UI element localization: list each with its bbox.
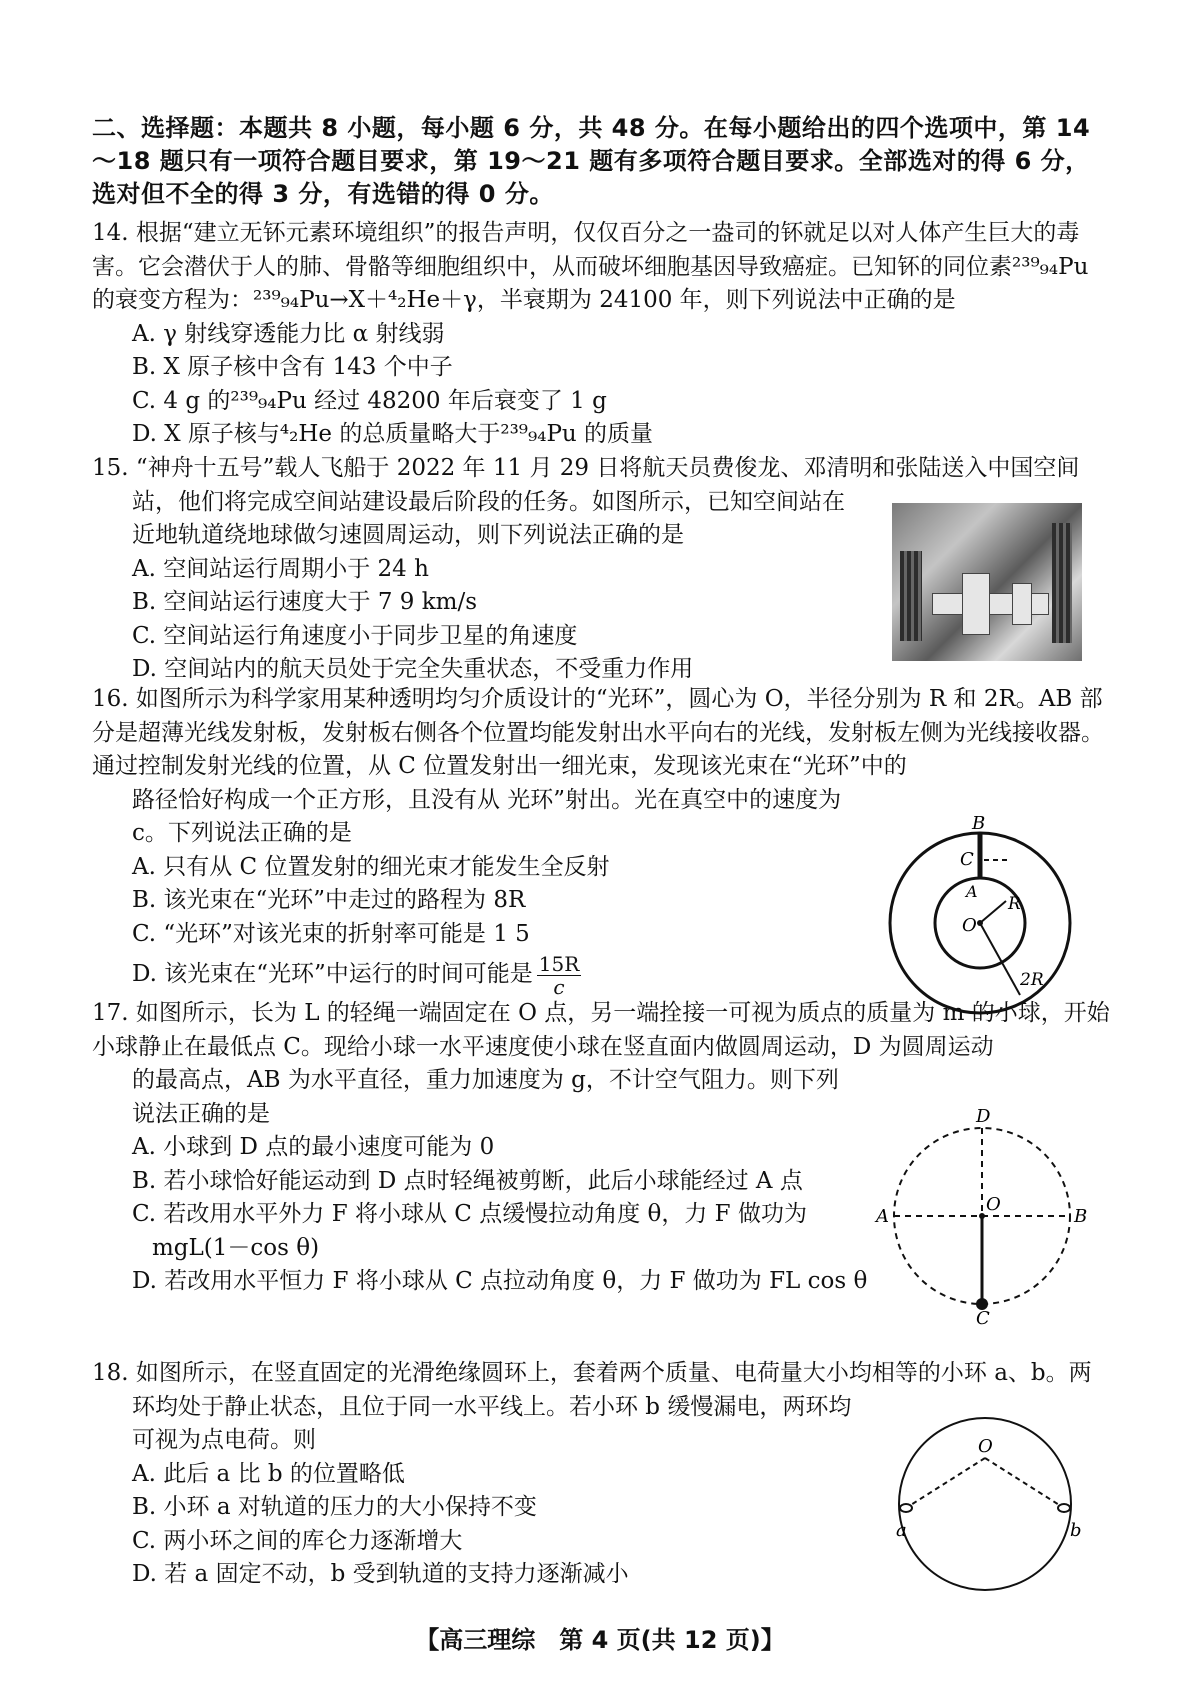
question-17-stem-line1: 17. 如图所示，长为 L 的轻绳一端固定在 O 点，另一端拴接一可视为质点的质量为 m 的小球，开始小球静止在最低点 C。现给小球一水平速度使小球在竖直面内做圆周运动，D 为圆周运动 xyxy=(92,1000,1110,1060)
question-15-option-a: A. 空间站运行周期小于 24 h xyxy=(132,555,429,582)
question-18-stem-line2: 环均处于静止状态，且位于同一水平线上。若小环 b 缓慢漏电，两环均可视为点电荷。则 xyxy=(132,1393,852,1453)
question-16-option-a: A. 只有从 C 位置发射的细光束才能发生全反射 xyxy=(132,853,610,880)
line-ob xyxy=(985,1458,1064,1508)
question-16-stem-line2: 路径恰好构成一个正方形，且没有从 光环”射出。光在真空中的速度为 c。下列说法正确的是 xyxy=(132,786,842,846)
label-o: O xyxy=(986,1194,1001,1215)
label-c: C xyxy=(976,1308,990,1328)
question-14-option-c: C. 4 g 的²³⁹₉₄Pu 经过 48200 年后衰变了 1 g xyxy=(132,387,607,414)
question-14-option-b: B. X 原子核中含有 143 个中子 xyxy=(132,354,453,380)
label-o: O xyxy=(978,1436,993,1457)
label-a: a xyxy=(896,1520,907,1541)
label-2r: 2R xyxy=(1020,970,1044,990)
question-16-option-b: B. 该光束在“光环”中走过的路程为 8R xyxy=(132,887,526,913)
question-17-option-c-continued: mgL(1－cos θ) xyxy=(152,1234,320,1261)
label-b: B xyxy=(972,813,986,834)
label-c: C xyxy=(960,849,974,870)
point-o xyxy=(979,1213,985,1219)
question-18-stem-line1: 18. 如图所示，在竖直固定的光滑绝缘圆环上，套着两个质量、电荷量大小均相等的小环 a、b。两 xyxy=(92,1360,1092,1386)
label-b: B xyxy=(1074,1206,1088,1227)
question-18-option-a: A. 此后 a 比 b 的位置略低 xyxy=(132,1460,405,1487)
fraction xyxy=(537,953,582,998)
question-17-stem-line2: 的最高点，AB 为水平直径，重力加速度为 g，不计空气阻力。则下列说法正确的是 xyxy=(132,1067,839,1127)
label-a: A xyxy=(966,882,978,901)
question-14-option-d: D. X 原子核与⁴₂He 的总质量略大于²³⁹₉₄Pu 的质量 xyxy=(132,421,654,447)
radius-r xyxy=(980,901,1006,923)
question-18-option-d: D. 若 a 固定不动，b 受到轨道的支持力逐渐减小 xyxy=(132,1561,629,1587)
question-16-option-d-text: D. 该光束在“光环”中运行的时间可能是 xyxy=(132,961,533,988)
fraction-numerator: 15R xyxy=(538,951,580,976)
center-point xyxy=(977,920,983,926)
label-a: A xyxy=(876,1206,889,1227)
label-o: O xyxy=(962,915,977,936)
question-17-option-d: D. 若改用水平恒力 F 将小球从 C 点拉动角度 θ，力 F 做功为 FL cos θ xyxy=(132,1268,868,1294)
question-17-option-c: C. 若改用水平外力 F 将小球从 C 点缓慢拉动角度 θ，力 F 做功为 xyxy=(132,1201,807,1227)
ring-b xyxy=(1058,1504,1070,1512)
light-ring-diagram xyxy=(880,805,1080,1015)
question-18-option-b: B. 小环 a 对轨道的压力的大小保持不变 xyxy=(132,1494,537,1520)
question-15-option-b: B. 空间站运行速度大于 7 9 km/s xyxy=(132,589,478,615)
question-15-stem-line1: 15. “神舟十五号”载人飞船于 2022 年 11 月 29 日将航天员费俊龙、邓清明和张陆送入中国空间 xyxy=(92,455,1080,481)
label-r: R xyxy=(1008,894,1021,914)
question-14 xyxy=(92,217,1112,452)
circular-motion-diagram xyxy=(872,1100,1092,1328)
page-footer: 【高三理综 第 4 页(共 12 页)】 xyxy=(415,1626,785,1654)
label-d: D xyxy=(976,1106,991,1127)
radius-2r xyxy=(980,923,1020,995)
question-14-stem: 14. 根据“建立无钚元素环境组织”的报告声明，仅仅百分之一盎司的钚就足以对人体产生巨大的毒害。它会潜伏于人的肺、骨骼等细胞组织中，从而破坏细胞基因导致癌症。已知钚的同位素²³⁹₉₄Pu 的衰变方程为：²³⁹₉₄Pu→X＋⁴₂He＋γ，半衰期为 24100 年，则下列说法中正确的是 xyxy=(92,220,1089,313)
space-station-photo xyxy=(892,503,1082,661)
ring-a xyxy=(900,1504,912,1512)
ring-charges-diagram xyxy=(880,1400,1090,1600)
question-16-option-c: C. “光环”对该光束的折射率可能是 1 5 xyxy=(132,920,530,947)
question-17-option-b: B. 若小球恰好能运动到 D 点时轻绳被剪断，此后小球能经过 A 点 xyxy=(132,1167,803,1194)
question-18-option-c: C. 两小环之间的库仑力逐渐增大 xyxy=(132,1527,463,1554)
question-15-option-d: D. 空间站内的航天员处于完全失重状态，不受重力作用 xyxy=(132,656,694,682)
question-17-option-a: A. 小球到 D 点的最小速度可能为 0 xyxy=(132,1134,495,1160)
label-b: b xyxy=(1070,1520,1082,1541)
section-header: 二、选择题：本题共 8 小题，每小题 6 分，共 48 分。在每小题给出的四个选项中，第 14～18 题只有一项符合题目要求，第 19～21 题有多项符合题目要求。全部选对的得 6 分，选对但不全的得 3 分，有选错的得 0 分。 xyxy=(92,114,1091,208)
fraction-denominator: c xyxy=(553,974,565,999)
question-15-option-c: C. 空间站运行角速度小于同步卫星的角速度 xyxy=(132,622,578,649)
question-14-option-a: A. γ 射线穿透能力比 α 射线弱 xyxy=(132,320,445,347)
question-15-stem-line2: 站，他们将完成空间站建设最后阶段的任务。如图所示，已知空间站在近地轨道绕地球做匀速圆周运动，则下列说法正确的是 xyxy=(132,488,845,548)
question-16-stem-line1: 16. 如图所示为科学家用某种透明均匀介质设计的“光环”，圆心为 O，半径分别为 R 和 2R。AB 部分是超薄光线发射板，发射板右侧各个位置均能发射出水平向右的光线，发射板左侧为光线接收器。通过控制发射光线的位置，从 C 位置发射出一细光束，发现该光束在“光环”中的 xyxy=(92,686,1104,779)
line-oa xyxy=(906,1458,985,1508)
